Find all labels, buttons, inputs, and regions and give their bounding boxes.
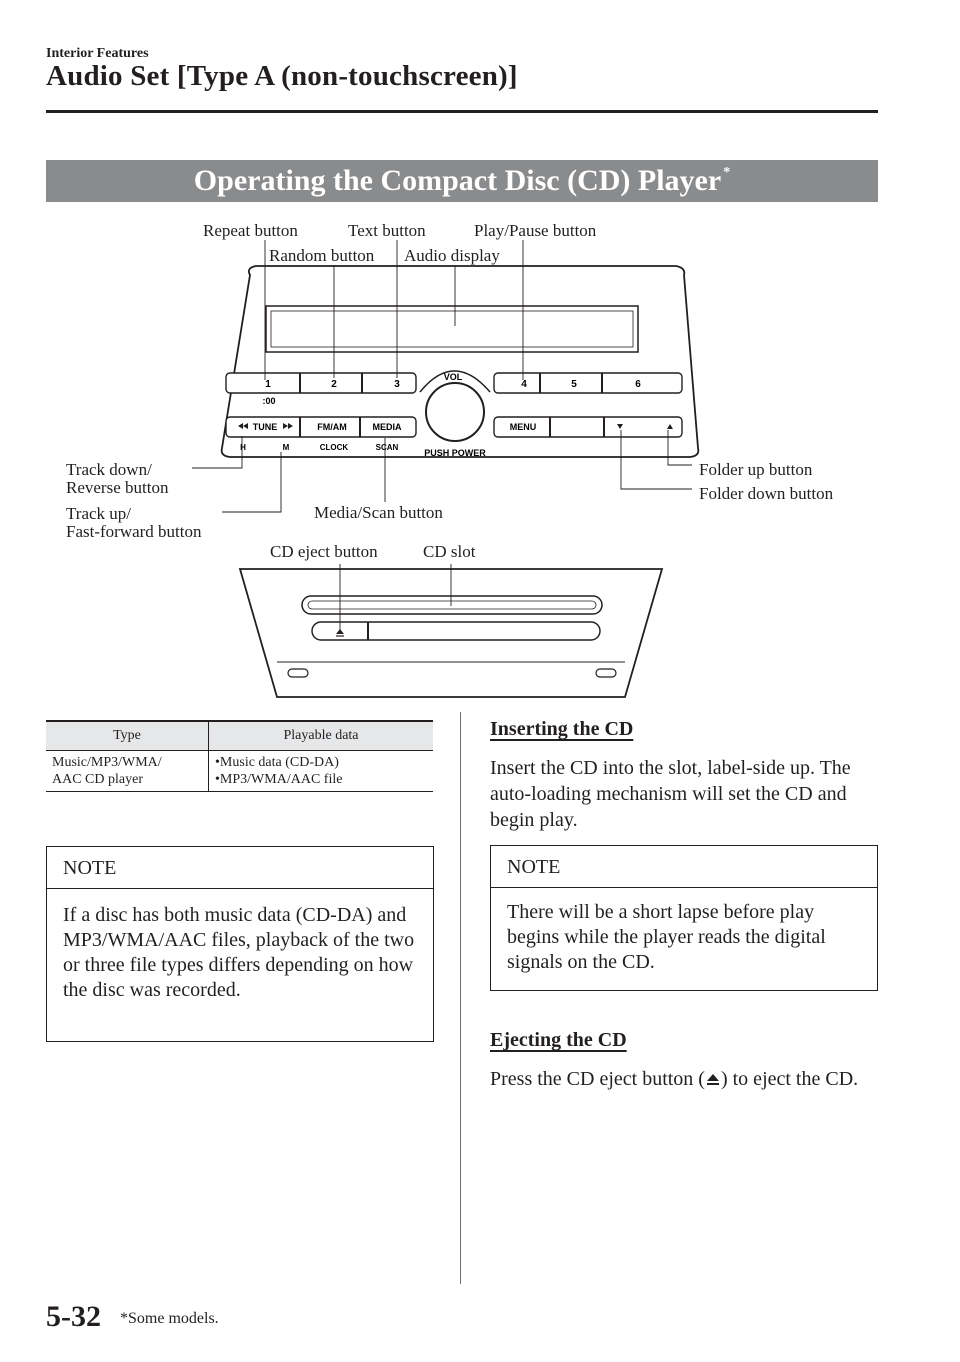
tune-label: TUNE [252, 422, 278, 432]
clock-label: CLOCK [319, 443, 349, 452]
scan-label: SCAN [375, 443, 399, 452]
h-label: H [240, 443, 246, 452]
clock-sub-label: :00 [262, 396, 276, 406]
page-title-asterisk: * [723, 165, 731, 180]
note-box-right [490, 845, 878, 991]
type-line-1: Music/MP3/WMA/ [52, 755, 162, 770]
label-track-up: Track up/ [66, 504, 132, 523]
table-header-type: Type [46, 721, 209, 751]
label-cd-eject-button: CD eject button [270, 542, 378, 561]
label-play-pause-button: Play/Pause button [474, 221, 597, 240]
note-box-left [46, 846, 434, 1042]
table-cell-playable-data [209, 751, 433, 792]
volume-knob [426, 383, 484, 441]
note-body: There will be a short lapse before play begins while the player reads the digital signals on the CD. [507, 901, 826, 973]
note-heading: NOTE [47, 847, 433, 889]
audio-display [266, 306, 638, 352]
preset-2: 2 [331, 379, 337, 390]
data-line-2: •MP3/WMA/AAC file [215, 772, 343, 787]
label-audio-display: Audio display [404, 246, 500, 265]
fmam-label: FM/AM [317, 422, 347, 432]
page-number: 5-32 [46, 1300, 101, 1333]
m-label: M [282, 443, 290, 452]
inserting-body: Insert the CD into the slot, label-side up. The auto-loading mechanism will set the CD and begin play. [490, 757, 851, 831]
table-header-playable-data: Playable data [209, 721, 433, 751]
type-line-2: AAC CD player [52, 772, 143, 787]
section-label: Interior Features [46, 46, 149, 61]
table-header-row [46, 721, 433, 751]
table-row [46, 751, 433, 792]
data-line-1: •Music data (CD-DA) [215, 755, 339, 770]
label-fast-forward-button: Fast-forward button [66, 522, 202, 541]
note-body: If a disc has both music data (CD-DA) and MP3/WMA/AAC files, playback of the two or three file types differs depending on how the disc was recorded. [63, 904, 415, 1001]
label-folder-down-button: Folder down button [699, 484, 834, 503]
preset-5: 5 [571, 379, 577, 390]
preset-6: 6 [635, 379, 641, 390]
footnote: *Some models. [120, 1310, 219, 1327]
table-cell-type [46, 751, 209, 792]
inserting-heading: Inserting the CD [490, 718, 634, 740]
push-power-label: PUSH POWER [424, 448, 486, 458]
label-reverse-button: Reverse button [66, 478, 169, 497]
label-text-button: Text button [348, 221, 426, 240]
column-divider [460, 712, 461, 1284]
eject-icon [705, 1071, 721, 1087]
preset-4: 4 [521, 379, 527, 390]
page-title-text: Operating the Compact Disc (CD) Player [193, 164, 722, 197]
label-folder-up-button: Folder up button [699, 460, 813, 479]
label-track-down: Track down/ [66, 460, 152, 479]
label-random-button: Random button [269, 246, 375, 265]
cd-slot [302, 596, 602, 614]
media-label: MEDIA [372, 422, 402, 432]
ejecting-body-start: Press the CD eject button ( [490, 1068, 705, 1090]
preset-1: 1 [265, 379, 271, 390]
vol-label: VOL [443, 372, 463, 382]
note-heading: NOTE [491, 846, 877, 888]
section-title: Audio Set [Type A (non-touchscreen)] [46, 60, 518, 92]
menu-label: MENU [509, 422, 537, 432]
label-repeat-button: Repeat button [203, 221, 298, 240]
playable-data-table [46, 720, 433, 792]
label-cd-slot: CD slot [423, 542, 476, 561]
ejecting-body [490, 1066, 870, 1092]
preset-3: 3 [394, 379, 400, 390]
ejecting-heading: Ejecting the CD [490, 1029, 627, 1051]
label-media-scan-button: Media/Scan button [314, 503, 443, 522]
ejecting-body-end: ) to eject the CD. [720, 1068, 859, 1090]
